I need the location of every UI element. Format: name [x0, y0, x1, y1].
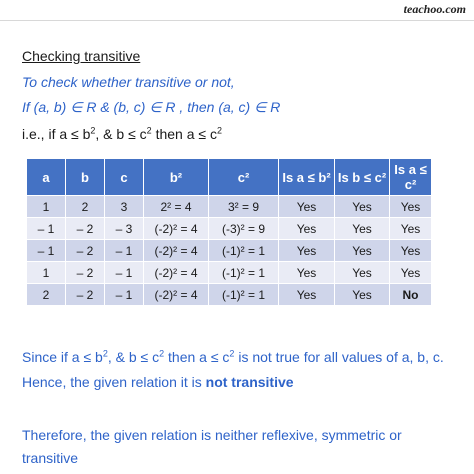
- cell-a-le-c2: Yes: [390, 262, 432, 284]
- cell-b: – 2: [66, 284, 105, 306]
- header-b-le-c2: Is b ≤ c²: [335, 159, 390, 196]
- cell-c: – 3: [105, 218, 144, 240]
- cell-a-le-b2: Yes: [279, 240, 335, 262]
- cell-b: – 2: [66, 218, 105, 240]
- cell-a: 1: [27, 262, 66, 284]
- table-row: [27, 284, 432, 306]
- header-a-le-c2: Is a ≤ c²: [390, 159, 432, 196]
- cell-a-le-b2: Yes: [279, 262, 335, 284]
- header-c: c: [105, 159, 144, 196]
- cell-c-squared: (-1)² = 1: [209, 262, 279, 284]
- cell-b-le-c2: Yes: [335, 196, 390, 218]
- not-transitive-text: not transitive: [205, 374, 294, 390]
- cell-c: 3: [105, 196, 144, 218]
- intro-line-1: To check whether transitive or not,: [22, 74, 235, 90]
- intro-line-2: If (a, b) ∈ R & (b, c) ∈ R , then (a, c) ∈ R: [22, 99, 281, 115]
- cell-a-le-b2: Yes: [279, 218, 335, 240]
- cell-a-le-b2: Yes: [279, 284, 335, 306]
- cell-b-le-c2: Yes: [335, 218, 390, 240]
- cell-c: – 1: [105, 284, 144, 306]
- cell-a-le-c2: Yes: [390, 218, 432, 240]
- transitivity-table: [26, 158, 432, 306]
- cell-b: – 2: [66, 240, 105, 262]
- cell-a: 1: [27, 196, 66, 218]
- conclusion-line-3: Therefore, the given relation is neither reflexive, symmetric or: [22, 427, 402, 443]
- conclusion-line-1: Since if $a \le b^2$, & $b \le c^2$ then $a \le c^2$ is not true for all values of a, b, c.: [22, 348, 444, 365]
- section-heading: Checking transitive: [22, 48, 141, 64]
- intro-line-3: i.e., if $a \le b^2$, & $b \le c^2$ then $a \le c^2$: [22, 125, 222, 142]
- cell-b-squared: (-2)² = 4: [144, 284, 209, 306]
- table-row: [27, 196, 432, 218]
- header-b-squared: b²: [144, 159, 209, 196]
- table-row: [27, 218, 432, 240]
- cell-c-squared: (-1)² = 1: [209, 240, 279, 262]
- header-b: b: [66, 159, 105, 196]
- cell-c: – 1: [105, 262, 144, 284]
- cell-c-squared: 3² = 9: [209, 196, 279, 218]
- cell-b-squared: (-2)² = 4: [144, 262, 209, 284]
- table-row: [27, 240, 432, 262]
- header-a-le-b2: Is a ≤ b²: [279, 159, 335, 196]
- cell-a: – 1: [27, 240, 66, 262]
- cell-a: – 1: [27, 218, 66, 240]
- cell-b: – 2: [66, 262, 105, 284]
- cell-a-le-c2: Yes: [390, 240, 432, 262]
- cell-b-squared: (-2)² = 4: [144, 240, 209, 262]
- cell-a-le-b2: Yes: [279, 196, 335, 218]
- cell-b: 2: [66, 196, 105, 218]
- cell-a: 2: [27, 284, 66, 306]
- brand-logo: teachoo.com: [403, 2, 466, 16]
- header-a: a: [27, 159, 66, 196]
- top-divider: [0, 20, 474, 21]
- header-c-squared: c²: [209, 159, 279, 196]
- cell-a-le-c2: Yes: [390, 196, 432, 218]
- cell-a-le-c2: No: [390, 284, 432, 306]
- cell-b-squared: 2² = 4: [144, 196, 209, 218]
- conclusion-line-4: transitive: [22, 450, 79, 466]
- cell-b-le-c2: Yes: [335, 284, 390, 306]
- table-header-row: [27, 159, 432, 196]
- cell-b-le-c2: Yes: [335, 240, 390, 262]
- cell-b-le-c2: Yes: [335, 262, 390, 284]
- cell-b-squared: (-2)² = 4: [144, 218, 209, 240]
- conclusion-line-2: Hence, the given relation it is not transitive: [22, 374, 294, 390]
- cell-c-squared: (-1)² = 1: [209, 284, 279, 306]
- cell-c-squared: (-3)² = 9: [209, 218, 279, 240]
- cell-c: – 1: [105, 240, 144, 262]
- table-row: [27, 262, 432, 284]
